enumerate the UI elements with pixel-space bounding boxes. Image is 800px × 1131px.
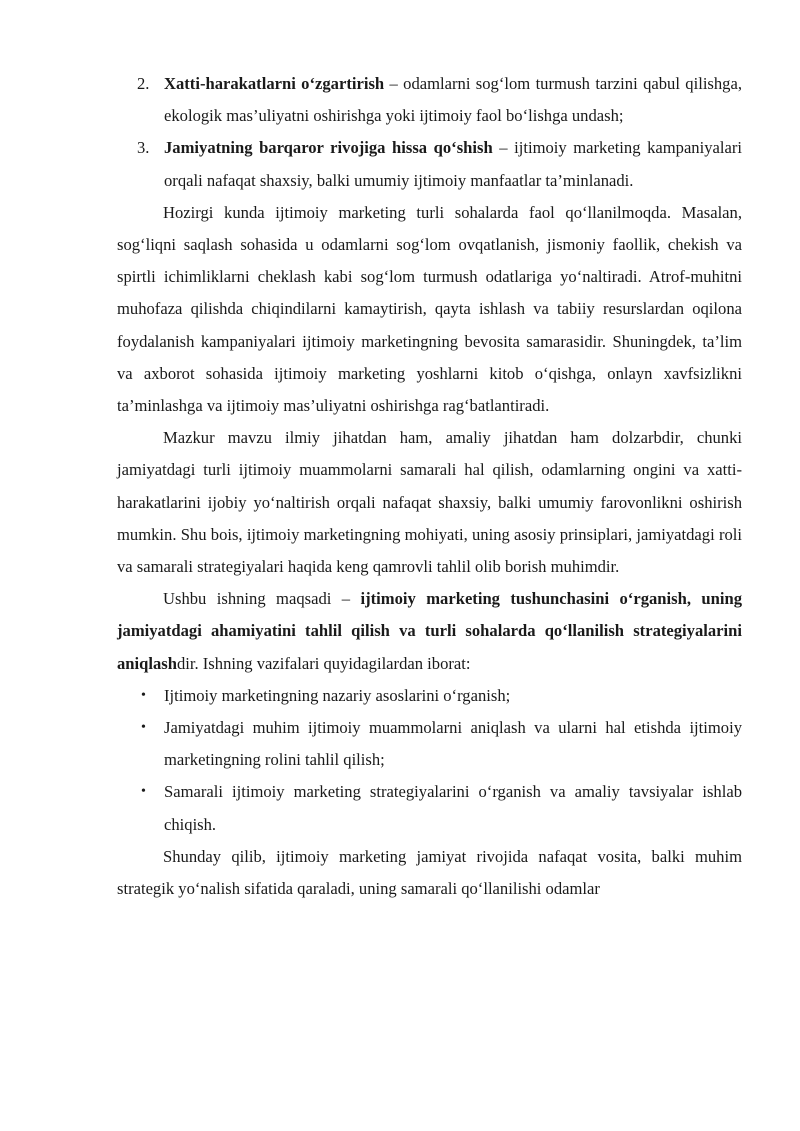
bullet-item (117, 712, 742, 776)
list-number: 2. (137, 74, 150, 93)
paragraph-lead: Ushbu ishning maqsadi – (163, 589, 361, 609)
numbered-item (117, 68, 742, 132)
bullet-icon: • (141, 784, 146, 800)
page-body (117, 68, 742, 905)
paragraph-goal (117, 583, 742, 680)
list-number: 3. (137, 138, 150, 158)
goal-statement: ijtimoiy marketing tushunchasini o‘rganish, uning jamiyatdagi ahamiyatini tahlil qilish va turli sohalarda qo‘llanilish strategiyalarini aniqlash (117, 589, 742, 673)
list-item-text: – odamlarni sog‘lom turmush tarzini qabul qilishga, ekologik mas’uliyatni oshirishga yoki ijtimoiy faol bo‘lishga undash; (164, 74, 742, 126)
paragraph: Mazkur mavzu ilmiy jihatdan ham, amaliy jihatdan ham dolzarbdir, chunki jamiyatdagi turli ijtimoiy muammolarni samarali hal qilish, odamlarning ongini va xatti-harakatlarini ijobiy yo‘naltirish orqali nafaqat shaxsiy, balki umumiy farovonlikni oshirish mumkin. Shu bois, ijtimoiy marketingning mohiyati, uning asosiy prinsiplari, jamiyatdagi roli va samarali strategiyalari haqida keng qamrovli tahlil olib borish muhimdir. (117, 428, 742, 577)
paragraph: Hozirgi kunda ijtimoiy marketing turli sohalarda faol qo‘llanilmoqda. Masalan, sog‘liqni saqlash sohasida u odamlarni sog‘lom ovqatlanish, jismoniy faollik, chekish va spirtli ichimliklarni cheklash kabi sog‘lom turmush odatlariga yo‘naltiradi. Atrof-muhitni muhofaza qilishda chiqindilarni kamaytirish, qayta ishlash va tabiiy resurslardan oqilona foydalanish kampaniyalari ijtimoiy marketingning bevosita samarasidir. Shuningdek, ta’lim va axborot sohasida ijtimoiy marketing yoshlarni kitob o‘qishga, onlayn xavfsizlikni ta’minlashga va ijtimoiy mas’uliyatni oshirishga rag‘batlantiradi. (117, 202, 742, 416)
paragraph-tail: dir. Ishning vazifalari quyidagilardan iborat: (176, 653, 471, 673)
bullet-item (117, 776, 742, 840)
bullet-item (117, 680, 742, 712)
list-item-text: – ijtimoiy marketing kampaniyalari orqali nafaqat shaxsiy, balki umumiy ijtimoiy manfaatlar ta’minlanadi. (164, 138, 742, 190)
bullet-text: Jamiyatdagi muhim ijtimoiy muammolarni aniqlash va ularni hal etishda ijtimoiy marketingning rolini tahlil qilish; (164, 718, 742, 770)
paragraph: Shunday qilib, ijtimoiy marketing jamiyat rivojida nafaqat vosita, balki muhim strategik yo‘nalish sifatida qaraladi, uning samarali qo‘llanilishi odamlar (117, 846, 742, 899)
list-item-heading: Jamiyatning barqaror rivojiga hissa qo‘shish (164, 138, 493, 158)
numbered-item (117, 132, 742, 196)
bullet-icon: • (141, 720, 146, 736)
bullet-text: Ijtimoiy marketingning nazariy asoslarini o‘rganish; (164, 685, 511, 705)
list-item-heading: Xatti-harakatlarni o‘zgartirish (164, 74, 385, 93)
bullet-icon: • (141, 687, 146, 703)
bullet-text: Samarali ijtimoiy marketing strategiyalarini o‘rganish va amaliy tavsiyalar ishlab chiqish. (164, 782, 742, 834)
